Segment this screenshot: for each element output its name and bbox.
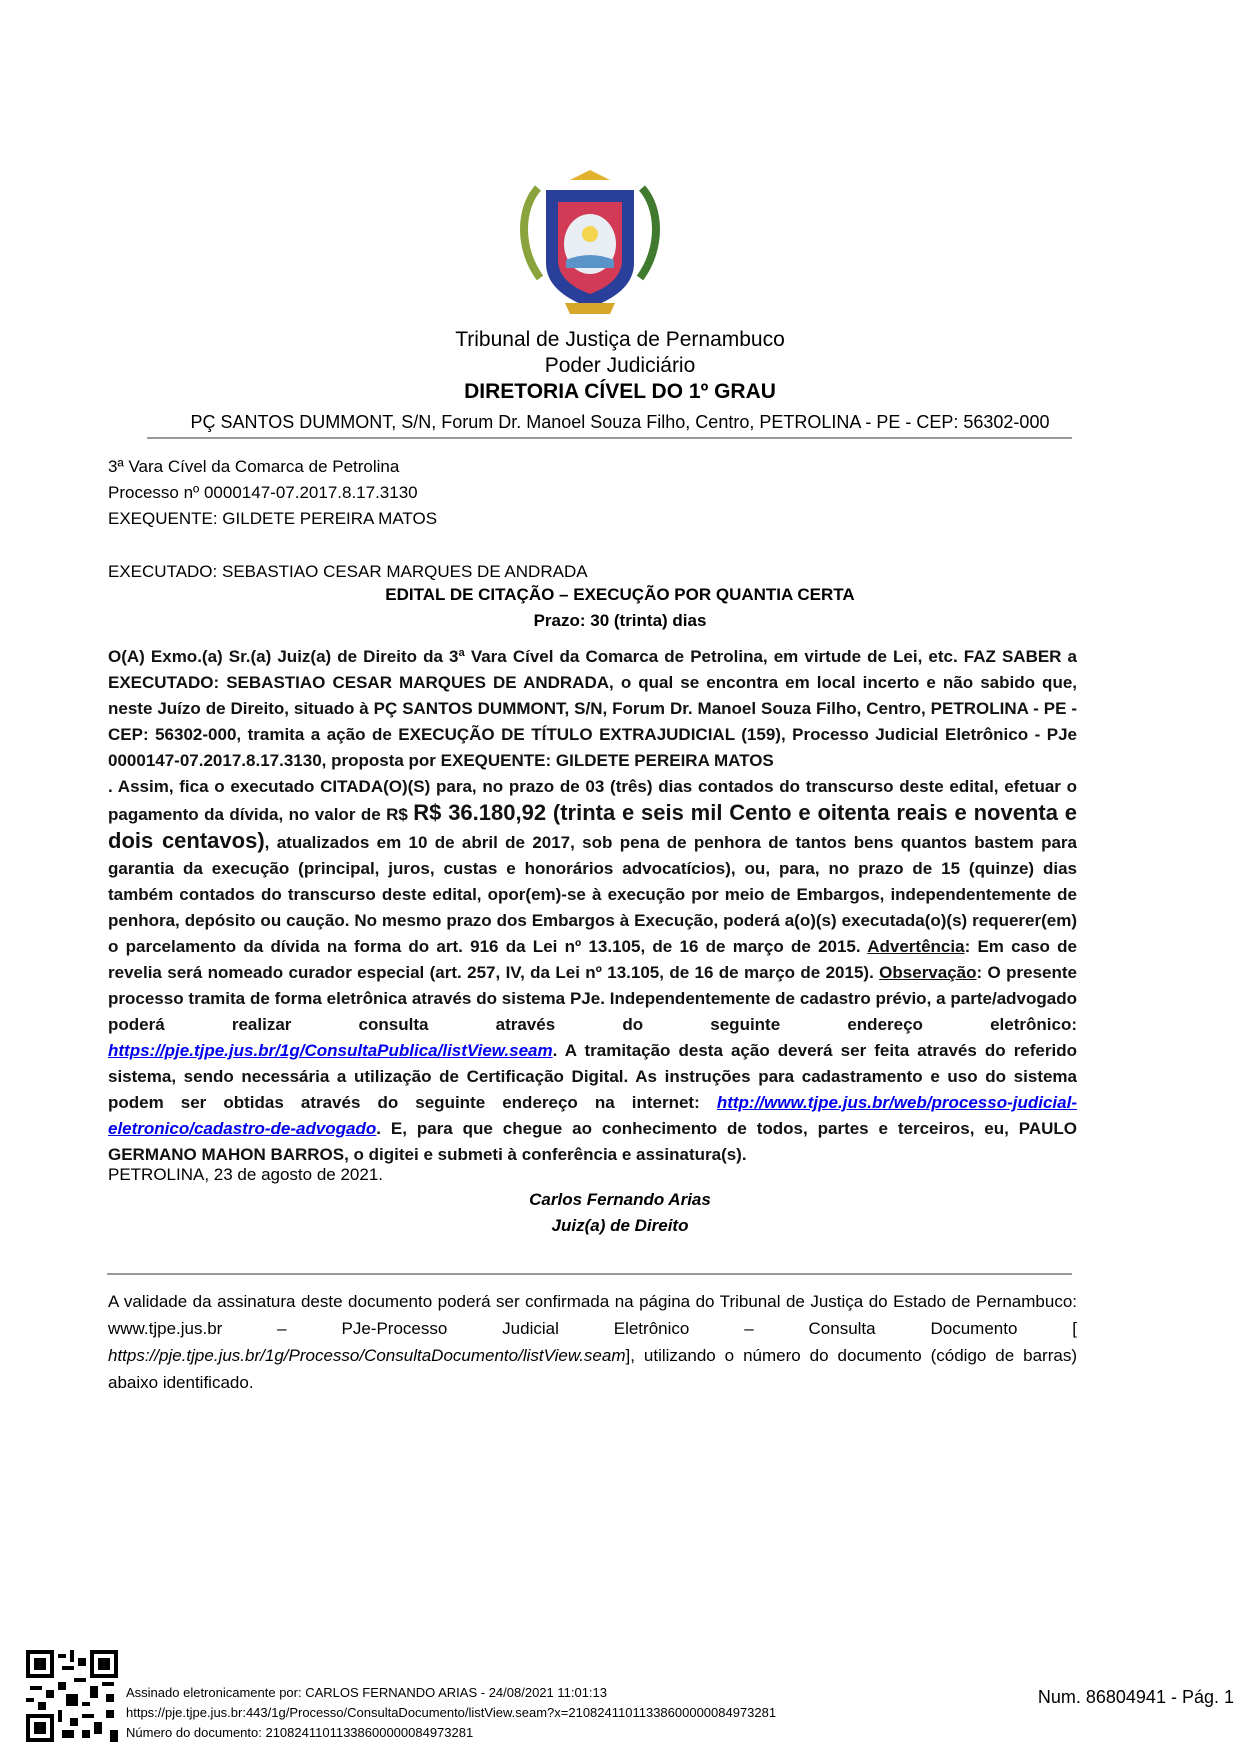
notice-title: EDITAL DE CITAÇÃO – EXECUÇÃO POR QUANTIA CERTA xyxy=(385,585,855,604)
body-text: para, no prazo de 03 (três) dias contados do transcurso deste edital, efetuar o pagamento da dívida, no valor de R$ xyxy=(108,777,1077,824)
debt-amount: R$ 36.180,92 (trinta e seis mil Cento e oitenta reais e noventa e dois centavos) xyxy=(108,800,1077,853)
body-text: : O presente processo tramita de forma eletrônica através do sistema PJe. Independentemente de cadastro prévio, a parte/advogado poderá realizar consulta através do seguinte endereço eletrônico: xyxy=(108,963,1077,1034)
plaintiff: EXEQUENTE: GILDETE PEREIRA MATOS xyxy=(108,509,438,528)
warning-label: Advertência xyxy=(867,937,965,956)
place-date: PETROLINA, 23 de agosto de 2021. xyxy=(108,1165,384,1184)
body-text: , o qual se encontra em local incerto e não sabido que, neste Juízo de Direito, situado à PÇ SANTOS DUMMONT, S/N, Forum Dr. Manoel Souza Filho, Centro, PETROLINA - PE - CEP: 56302-000, tramita a ação de EXECUÇÃO DE TÍTULO EXTRAJUDICIAL (159), Processo Judicial Eletrônico - PJe 0000147-07.2017.8.17.3130, proposta por EXEQUENTE: GILDETE PEREIRA MATOS xyxy=(108,673,1078,770)
validation-url: https://pje.tjpe.jus.br/1g/Processo/ConsultaDocumento/listView.seam xyxy=(108,1346,626,1365)
body-text: . E, para que chegue ao conhecimento de todos, partes e terceiros, eu, PAULO GERMANO MAHON BARROS, o digitei e submeti à conferência e assinatura(s). xyxy=(108,1119,1077,1164)
public-consult-link[interactable]: https://pje.tjpe.jus.br/1g/ConsultaPublica/listView.seam xyxy=(108,1041,553,1060)
signer-role: Juiz(a) de Direito xyxy=(551,1216,689,1235)
page-number: Num. 86804941 - Pág. 1 xyxy=(1037,1687,1234,1707)
validation-text: A validade da assinatura deste documento poderá ser confirmada na página do Tribunal de Justiça do Estado de Pernambuco: www.tjpe.jus.br – PJe-Processo Judicial Eletrônico – Consulta Documento [ xyxy=(108,1292,1077,1338)
body-text: O(A) Exmo.(a) Sr.(a) Juiz(a) de Direito da 3ª Vara Cível da Comarca de Petrolina, em virtude de Lei, etc. FAZ SABER a xyxy=(108,647,1077,666)
signer-name: Carlos Fernando Arias xyxy=(529,1190,711,1209)
document-number: Número do documento: 21082411011338600000084973281 xyxy=(126,1725,474,1740)
body-text: . Assim, fica o executado xyxy=(108,777,321,796)
lawyer-registration-link[interactable]: http://www.tjpe.jus.br/web/processo-judicial-eletronico/cadastro-de-advogado xyxy=(108,1093,1077,1138)
body-text: . A tramitação desta ação deverá ser feita através do referido sistema, sendo necessária a utilização de Certificação Digital. As instruções para cadastramento e uso do sistema podem ser obtidas através do seguinte endereço na internet: xyxy=(108,1041,1077,1112)
court-unit: 3ª Vara Cível da Comarca de Petrolina xyxy=(108,457,400,476)
party-name: EXECUTADO: SEBASTIAO CESAR MARQUES DE ANDRADA xyxy=(108,673,610,692)
note-label: Observação xyxy=(879,963,977,982)
court-name: Tribunal de Justiça de Pernambuco xyxy=(455,328,785,351)
cited-label: CITADA(O)(S) xyxy=(320,777,431,796)
body-text: : Em caso de revelia será nomeado curador especial (art. 257, IV, da Lei nº 13.105, de 16 de março de 2015). xyxy=(108,937,1077,982)
coat-of-arms-icon xyxy=(510,168,670,320)
validation-note xyxy=(108,1288,1077,1396)
process-number: Processo nº 0000147-07.2017.8.17.3130 xyxy=(108,483,418,502)
body-text: , atualizados em 10 de abril de 2017, sob pena de penhora de tantos bens quantos bastem para garantia da execução (principal, juros, custas e honorários advocatícios), ou, para, no prazo de 15 (quinze) dias também contados do transcurso deste edital, opor(em)-se à execução por meio de Embargos, independentemente de penhora, depósito ou caução. No mesmo prazo dos Embargos à Execução, poderá a(o)(s) executada(o)(s) requerer(em) o parcelamento da dívida na forma do art. 916 da Lei nº 13.105, de 16 de março de 2015. xyxy=(108,833,1077,956)
court-address: PÇ SANTOS DUMMONT, S/N, Forum Dr. Manoel Souza Filho, Centro, PETROLINA - PE - CEP: 56302-000 xyxy=(190,412,1050,432)
qr-code-icon[interactable] xyxy=(26,1650,118,1742)
branch-name: Poder Judiciário xyxy=(544,354,696,377)
footer-divider xyxy=(107,1273,1072,1275)
defendant: EXECUTADO: SEBASTIAO CESAR MARQUES DE ANDRADA xyxy=(108,562,588,581)
notice-body xyxy=(108,644,1077,1168)
document-url: https://pje.tjpe.jus.br:443/1g/Processo/ConsultaDocumento/listView.seam?x=21082411011338600000084973281 xyxy=(126,1705,777,1720)
department-title: DIRETORIA CÍVEL DO 1º GRAU xyxy=(464,380,776,403)
header-divider xyxy=(147,437,1072,439)
notice-deadline: Prazo: 30 (trinta) dias xyxy=(533,611,707,630)
signed-by: Assinado eletronicamente por: CARLOS FERNANDO ARIAS - 24/08/2021 11:01:13 xyxy=(126,1685,608,1700)
validation-text: ], utilizando o número do documento (código de barras) abaixo identificado. xyxy=(108,1346,1077,1392)
